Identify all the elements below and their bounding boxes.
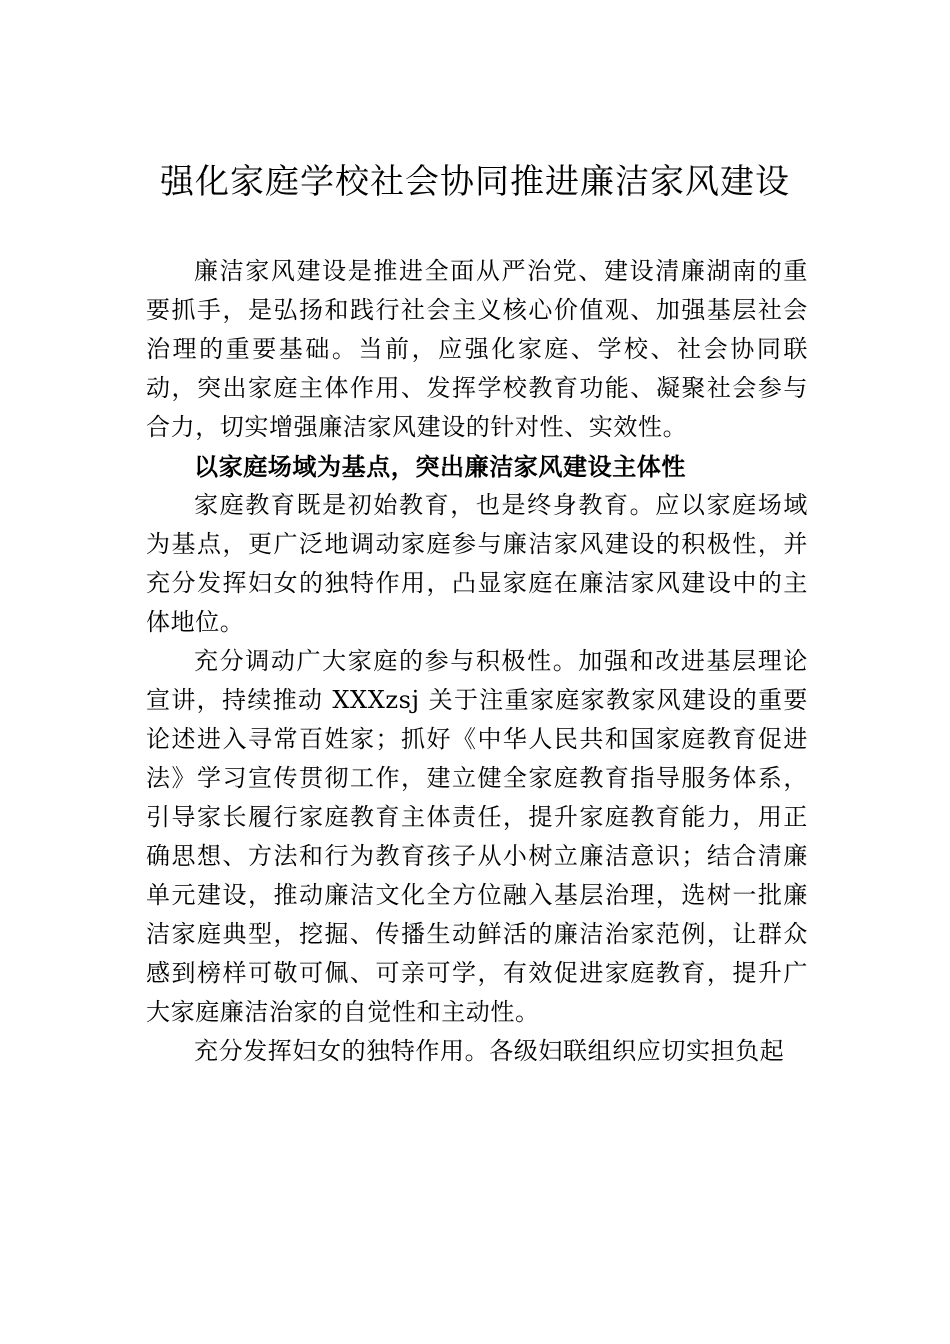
document-body (146, 252, 808, 1071)
section-paragraph-1: 家庭教育既是初始教育，也是终身教育。应以家庭场域为基点，更广泛地调动家庭参与廉洁家风建设的积极性，并充分发挥妇女的独特作用，凸显家庭在廉洁家风建设中的主体地位。 (146, 491, 808, 636)
section-paragraph-2: 充分调动广大家庭的参与积极性。加强和改进基层理论宣讲，持续推动 XXXzsj 关于注重家庭家教家风建设的重要论述进入寻常百姓家；抓好《中华人民共和国家庭教育促进法》学习宣传贯彻工作，建立健全家庭教育指导服务体系， 引导家长履行家庭教育主体责任，提升家庭教育能力，用正确思想、方法和行为教育孩子从小树立廉洁意识；结合清廉单元建设，推动廉洁文化全方位融入基层治理，选树一批廉洁家庭典型，挖掘、传播生动鲜活的廉洁治家范例，让群众感到榜样可敬可佩、可亲可学，有效促进家庭教育，提升广大家庭廉洁治家的自觉性和主动性。 (146, 647, 808, 1026)
section-heading: 以家庭场域为基点，突出廉洁家风建设主体性 (194, 452, 686, 481)
section-paragraph-3: 充分发挥妇女的独特作用。各级妇联组织应切实担负起 (194, 1037, 785, 1065)
intro-paragraph: 廉洁家风建设是推进全面从严治党、建设清廉湖南的重要抓手，是弘扬和践行社会主义核心价值观、加强基层社会治理的重要基础。当前，应强化家庭、学校、社会协同联动，突出家庭主体作用、发挥学校教育功能、凝聚社会参与合力，切实增强廉洁家风建设的针对性、实效性。 (146, 257, 808, 441)
document-title: 强化家庭学校社会协同推进廉洁家风建设 (160, 162, 790, 202)
